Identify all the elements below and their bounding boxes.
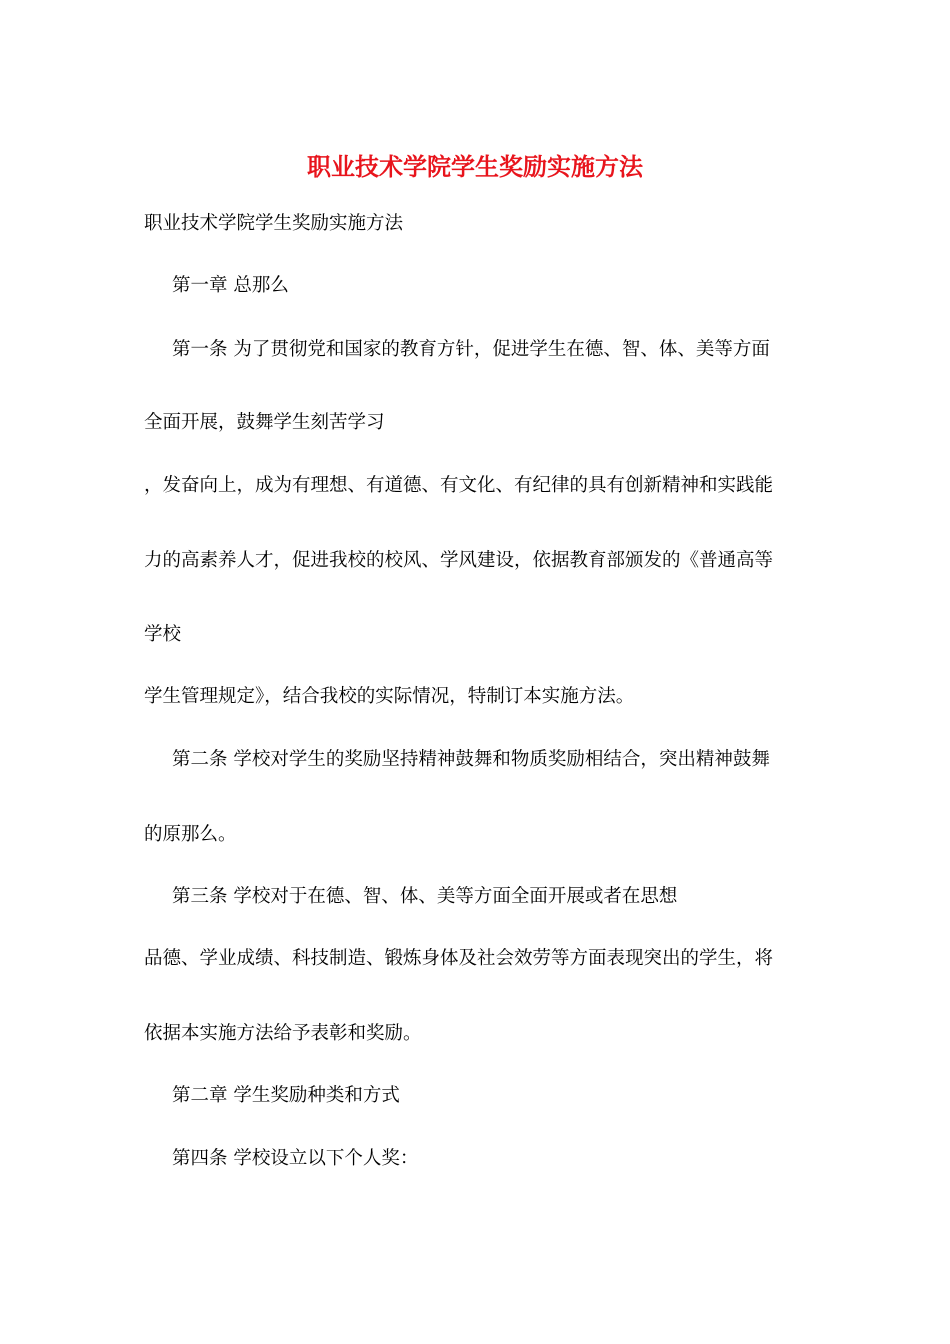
paragraph-line: 品德、学业成绩、科技制造、锻炼身体及社会效劳等方面表现突出的学生，将 <box>144 948 774 969</box>
document-title: 职业技术学院学生奖励实施方法 <box>307 152 643 181</box>
paragraph-line: 第一条 为了贯彻党和国家的教育方针，促进学生在德、智、体、美等方面 <box>172 339 770 360</box>
paragraph-line: 的原那么。 <box>144 824 237 845</box>
paragraph-line: 第二条 学校对学生的奖励坚持精神鼓舞和物质奖励相结合，突出精神鼓舞 <box>172 749 770 770</box>
paragraph-line: 第四条 学校设立以下个人奖： <box>172 1148 419 1169</box>
paragraph-line: 学生管理规定》，结合我校的实际情况，特制订本实施方法。 <box>144 686 635 707</box>
chapter-heading: 第一章 总那么 <box>172 275 289 296</box>
chapter-heading: 第二章 学生奖励种类和方式 <box>172 1085 400 1106</box>
paragraph-line: ，发奋向上，成为有理想、有道德、有文化、有纪律的具有创新精神和实践能 <box>144 475 774 496</box>
paragraph-line: 学校 <box>144 624 182 645</box>
paragraph-line: 全面开展，鼓舞学生刻苦学习 <box>144 412 385 433</box>
paragraph-line: 力的高素养人才，促进我校的校风、学风建设，依据教育部颁发的《普通高等 <box>144 550 774 571</box>
paragraph-line: 依据本实施方法给予表彰和奖励。 <box>144 1023 422 1044</box>
subtitle-line: 职业技术学院学生奖励实施方法 <box>144 213 404 234</box>
paragraph-line: 第三条 学校对于在德、智、体、美等方面全面开展或者在思想 <box>172 886 678 907</box>
